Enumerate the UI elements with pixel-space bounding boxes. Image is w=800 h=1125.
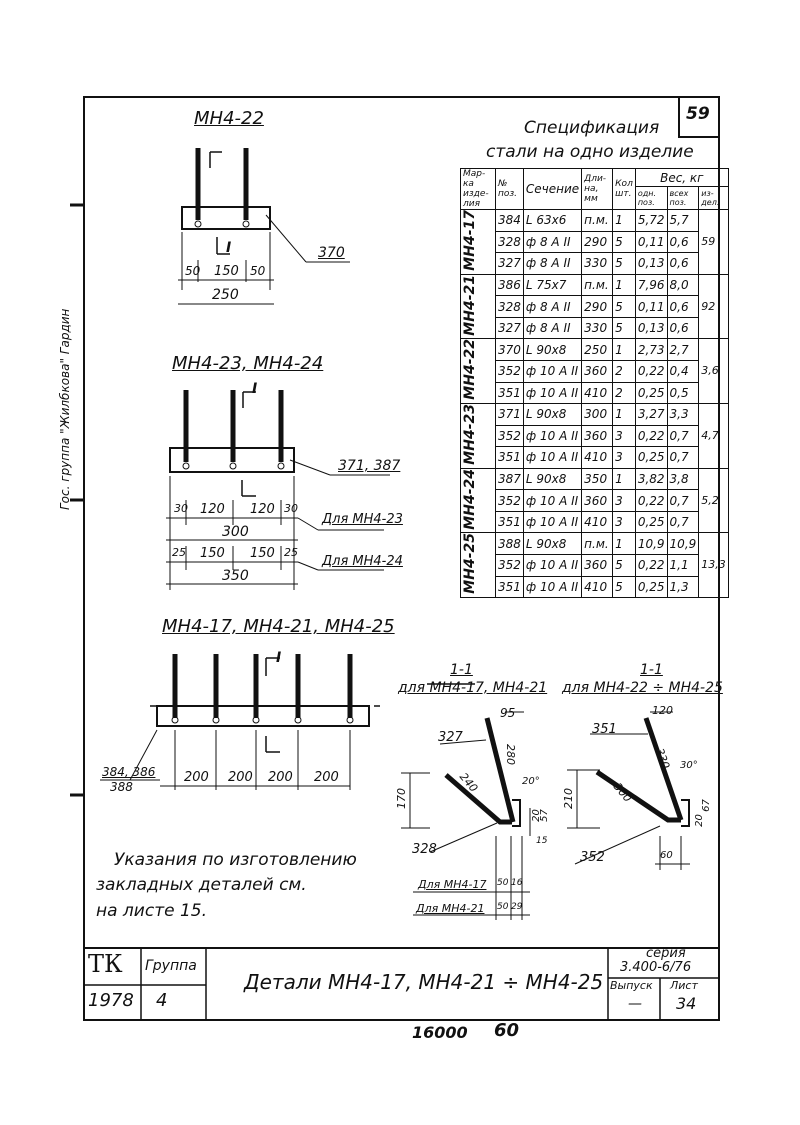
spec-cell-length: п.м. <box>582 274 613 296</box>
dim-17-b: 200 <box>228 770 253 785</box>
spec-cell-w-one: 0,25 <box>635 382 667 404</box>
total-24: 350 <box>222 568 249 584</box>
spec-row <box>461 490 729 512</box>
sec-a-15: 15 <box>536 836 548 846</box>
spec-cell-section: L 90х8 <box>523 339 581 361</box>
spec-cell-length: 290 <box>582 231 613 253</box>
spec-row <box>461 447 729 469</box>
note-line-2: закладных деталей см. <box>96 875 307 895</box>
spec-cell-length: 410 <box>582 511 613 533</box>
spec-cell-section: ф 8 А II <box>523 231 581 253</box>
spec-cell-qty: 3 <box>613 425 636 447</box>
spec-cell-w-all: 0,5 <box>667 382 699 404</box>
dim-23-a: 30 <box>174 502 188 515</box>
spec-mark <box>461 533 496 598</box>
total-23: 300 <box>222 524 249 540</box>
spec-cell-qty: 1 <box>613 533 636 555</box>
spec-cell-length: 360 <box>582 490 613 512</box>
spec-mark <box>461 404 496 469</box>
sec-b-330: 330 <box>652 746 673 771</box>
spec-cell-section: ф 8 А II <box>523 296 581 318</box>
spec-cell-w-one: 0,22 <box>635 425 667 447</box>
spec-cell-qty: 5 <box>613 317 636 339</box>
sec-b-60: 60 <box>660 850 673 861</box>
spec-cell-w-all: 2,7 <box>667 339 699 361</box>
col-pos: № поз. <box>496 169 524 210</box>
spec-item-weight: 3,6 <box>699 339 729 404</box>
pos-label-384-386: 384, 386 <box>102 765 156 779</box>
spec-cell-w-one: 0,25 <box>635 447 667 469</box>
spec-cell-section: L 90х8 <box>523 468 581 490</box>
sec-a-280: 280 <box>504 744 517 765</box>
spec-cell-length: 290 <box>582 296 613 318</box>
spec-cell-qty: 2 <box>613 360 636 382</box>
spec-cell-w-all: 0,4 <box>667 360 699 382</box>
spec-cell-length: 360 <box>582 360 613 382</box>
spec-cell-pos: 327 <box>496 253 524 275</box>
sec-b-angle: 30° <box>680 760 698 771</box>
spec-cell-section: L 63х6 <box>523 210 581 232</box>
title-mn4-22: МН4-22 <box>194 108 264 129</box>
sec-a-w21b: 29 <box>511 902 523 912</box>
spec-cell-qty: 5 <box>613 555 636 577</box>
spec-mark-text: МН4-25 <box>462 533 478 595</box>
spec-cell-pos: 351 <box>496 511 524 533</box>
spec-cell-w-all: 0,6 <box>667 231 699 253</box>
spec-row <box>461 404 729 426</box>
spec-mark <box>461 274 496 339</box>
spec-cell-w-one: 0,11 <box>635 231 667 253</box>
spec-cell-pos: 328 <box>496 231 524 253</box>
sec-b-20: 20 <box>693 814 705 827</box>
title-mn4-23-24: МН4-23, МН4-24 <box>172 353 324 374</box>
spec-cell-qty: 1 <box>613 468 636 490</box>
spec-cell-w-all: 0,6 <box>667 253 699 275</box>
spec-row <box>461 274 729 296</box>
spec-cell-section: ф 8 А II <box>523 253 581 275</box>
spec-cell-w-all: 0,6 <box>667 296 699 318</box>
spec-table <box>460 168 729 598</box>
spec-row <box>461 511 729 533</box>
spec-cell-section: ф 10 А II <box>523 425 581 447</box>
spec-cell-w-one: 10,9 <box>635 533 667 555</box>
spec-item-weight: 5,2 <box>699 468 729 533</box>
spec-cell-w-all: 1,1 <box>667 555 699 577</box>
spec-cell-w-all: 0,7 <box>667 447 699 469</box>
spec-cell-w-one: 0,13 <box>635 317 667 339</box>
spec-cell-section: ф 10 А II <box>523 447 581 469</box>
spec-cell-section: L 90х8 <box>523 533 581 555</box>
spec-cell-section: ф 10 А II <box>523 511 581 533</box>
spec-cell-pos: 351 <box>496 576 524 598</box>
spec-cell-qty: 3 <box>613 511 636 533</box>
stamp-issue-value: — <box>628 996 642 1012</box>
spec-mark-text: МН4-23 <box>462 404 478 465</box>
section-b-num: 1-1 <box>640 662 663 678</box>
spec-cell-section: ф 10 А II <box>523 490 581 512</box>
spec-cell-w-all: 0,7 <box>667 490 699 512</box>
stamp-group-label: Группа <box>145 958 197 974</box>
drawing-mn4-22 <box>178 148 350 304</box>
spec-mark-text: МН4-24 <box>462 468 478 530</box>
spec-cell-w-one: 0,22 <box>635 555 667 577</box>
spec-cell-section: ф 10 А II <box>523 382 581 404</box>
note-line-1: Указания по изготовлению <box>114 850 357 870</box>
spec-cell-w-one: 5,72 <box>635 210 667 232</box>
sec-a-w17b: 16 <box>511 878 523 888</box>
spec-cell-pos: 370 <box>496 339 524 361</box>
spec-cell-pos: 387 <box>496 468 524 490</box>
footer-page: 60 <box>494 1020 520 1041</box>
spec-row <box>461 468 729 490</box>
stamp-sheet-value: 34 <box>676 994 697 1013</box>
spec-cell-w-all: 0,7 <box>667 425 699 447</box>
spec-cell-w-all: 0,7 <box>667 511 699 533</box>
spec-item-weight: 92 <box>699 274 729 339</box>
stamp-series-label: серия <box>646 946 686 961</box>
section-b-subtitle: для МН4-22 ÷ МН4-25 <box>562 680 723 696</box>
spec-cell-w-one: 0,13 <box>635 253 667 275</box>
stamp-title: Детали МН4-17, МН4-21 ÷ МН4-25 <box>244 970 604 994</box>
spec-title: Спецификация <box>524 118 660 138</box>
spec-cell-w-one: 0,25 <box>635 511 667 533</box>
sec-a-170: 170 <box>395 788 408 809</box>
spec-cell-w-one: 3,82 <box>635 468 667 490</box>
spec-row <box>461 382 729 404</box>
spec-cell-section: ф 10 А II <box>523 555 581 577</box>
spec-cell-w-all: 3,3 <box>667 404 699 426</box>
sec-a-pos328: 328 <box>412 842 437 857</box>
dim-23-b: 120 <box>200 502 225 517</box>
spec-row <box>461 576 729 598</box>
col-weight: Вес, кг <box>635 169 728 187</box>
spec-cell-w-all: 10,9 <box>667 533 699 555</box>
spec-item-weight: 59 <box>699 210 729 275</box>
section-a-subtitle: для МН4-17, МН4-21 <box>398 680 548 696</box>
col-w-all: всех поз. <box>667 187 699 210</box>
dim-24-b: 150 <box>200 546 225 561</box>
dim-22-c: 50 <box>250 264 266 278</box>
spec-cell-section: ф 10 А II <box>523 576 581 598</box>
sec-b-pos352: 352 <box>580 850 605 865</box>
spec-mark-text: МН4-17 <box>462 210 478 271</box>
spec-row <box>461 533 729 555</box>
spec-cell-qty: 5 <box>613 296 636 318</box>
sec-a-angle: 20° <box>522 776 540 787</box>
spec-cell-pos: 328 <box>496 296 524 318</box>
spec-cell-pos: 352 <box>496 425 524 447</box>
col-section: Сечение <box>523 169 581 210</box>
sec-b-300: 300 <box>610 780 635 805</box>
spec-cell-pos: 351 <box>496 382 524 404</box>
cut-mark-22: I <box>226 240 232 256</box>
sec-b-120: 120 <box>652 704 673 717</box>
spec-cell-w-one: 2,73 <box>635 339 667 361</box>
spec-item-weight: 13,3 <box>699 533 729 598</box>
spec-cell-length: п.м. <box>582 210 613 232</box>
sec-b-210: 210 <box>562 788 575 809</box>
sec-a-240: 240 <box>456 770 481 795</box>
spec-row <box>461 210 729 232</box>
dim-23-d: 30 <box>284 502 298 515</box>
side-text: Гос. группа "Жилбкова" Гардин <box>58 308 72 510</box>
page-number: 59 <box>686 104 710 124</box>
stamp-issue-label: Выпуск <box>610 979 653 992</box>
spec-row <box>461 360 729 382</box>
spec-cell-length: 410 <box>582 382 613 404</box>
spec-mark <box>461 339 496 404</box>
dim-24-d: 25 <box>284 546 298 559</box>
spec-cell-w-all: 8,0 <box>667 274 699 296</box>
spec-row <box>461 231 729 253</box>
spec-cell-w-all: 0,6 <box>667 317 699 339</box>
total-22: 250 <box>212 287 239 303</box>
cut-mark-17: I <box>276 650 282 666</box>
spec-cell-pos: 388 <box>496 533 524 555</box>
spec-cell-w-one: 0,25 <box>635 576 667 598</box>
stamp-year: 1978 <box>88 990 134 1011</box>
spec-mark-text: МН4-22 <box>462 339 478 401</box>
dim-17-a: 200 <box>184 770 209 785</box>
spec-cell-pos: 327 <box>496 317 524 339</box>
dim-22-b: 150 <box>214 264 239 279</box>
spec-cell-w-one: 0,11 <box>635 296 667 318</box>
spec-cell-qty: 1 <box>613 404 636 426</box>
title-mn4-17-21-25: МН4-17, МН4-21, МН4-25 <box>162 616 395 637</box>
cut-mark-23: I <box>252 381 258 397</box>
col-length: Дли-на, мм <box>582 169 613 210</box>
sec-a-for-21: Для МН4-21 <box>416 902 485 915</box>
spec-mark <box>461 468 496 533</box>
sec-a-w17a: 50 <box>497 878 509 888</box>
spec-cell-length: 410 <box>582 576 613 598</box>
spec-cell-qty: 1 <box>613 339 636 361</box>
dim-24-a: 25 <box>172 546 186 559</box>
spec-mark <box>461 210 496 275</box>
spec-table-wrap <box>460 168 729 598</box>
section-a-num: 1-1 <box>450 662 473 678</box>
sec-a-pos327: 327 <box>438 730 463 745</box>
sec-a-57: 57 <box>538 809 550 822</box>
spec-cell-length: 410 <box>582 447 613 469</box>
sec-a-for-17: Для МН4-17 <box>418 878 487 891</box>
col-mark: Мар-ка изде-лия <box>461 169 496 210</box>
spec-cell-w-one: 3,27 <box>635 404 667 426</box>
spec-cell-length: 350 <box>582 468 613 490</box>
spec-cell-section: ф 8 А II <box>523 317 581 339</box>
spec-cell-qty: 3 <box>613 447 636 469</box>
spec-cell-length: п.м. <box>582 533 613 555</box>
note-line-3: на листе 15. <box>96 901 207 921</box>
spec-subtitle: стали на одно изделие <box>486 142 694 162</box>
spec-cell-section: L 90х8 <box>523 404 581 426</box>
sec-b-pos351: 351 <box>592 722 617 737</box>
spec-row <box>461 253 729 275</box>
spec-cell-pos: 352 <box>496 490 524 512</box>
spec-cell-qty: 1 <box>613 274 636 296</box>
spec-mark-text: МН4-21 <box>462 274 478 336</box>
dim-17-d: 200 <box>314 770 339 785</box>
sec-a-w21a: 50 <box>497 902 509 912</box>
footer-code: 16000 <box>412 1023 468 1042</box>
sec-a-20: 20 <box>530 809 542 822</box>
note-23: Для МН4-23 <box>322 512 403 527</box>
dim-23-c: 120 <box>250 502 275 517</box>
spec-cell-qty: 5 <box>613 576 636 598</box>
spec-cell-length: 250 <box>582 339 613 361</box>
stamp-series-value: 3.400-6/76 <box>620 960 692 975</box>
spec-cell-w-one: 7,96 <box>635 274 667 296</box>
spec-cell-pos: 352 <box>496 360 524 382</box>
spec-cell-w-one: 0,22 <box>635 490 667 512</box>
stamp-group-value: 4 <box>156 990 168 1011</box>
spec-cell-qty: 3 <box>613 490 636 512</box>
pos-label-370: 370 <box>318 245 345 261</box>
col-w-item: из-дел. <box>699 187 729 210</box>
pos-label-371-387: 371, 387 <box>338 458 401 474</box>
spec-cell-pos: 371 <box>496 404 524 426</box>
spec-cell-qty: 2 <box>613 382 636 404</box>
pos-label-388: 388 <box>110 780 133 794</box>
spec-cell-length: 360 <box>582 555 613 577</box>
spec-cell-w-one: 0,22 <box>635 360 667 382</box>
spec-cell-pos: 351 <box>496 447 524 469</box>
spec-cell-length: 300 <box>582 404 613 426</box>
spec-cell-w-all: 1,3 <box>667 576 699 598</box>
spec-row <box>461 339 729 361</box>
col-w-one: одн. поз. <box>635 187 667 210</box>
stamp-org: ТК <box>88 950 123 978</box>
sec-a-95: 95 <box>500 706 516 720</box>
sec-b-67: 67 <box>700 799 712 812</box>
dim-24-c: 150 <box>250 546 275 561</box>
dim-22-a: 50 <box>185 264 201 278</box>
spec-cell-qty: 5 <box>613 253 636 275</box>
spec-cell-length: 330 <box>582 253 613 275</box>
spec-cell-section: ф 10 А II <box>523 360 581 382</box>
stamp-sheet-label: Лист <box>670 979 698 992</box>
spec-cell-pos: 386 <box>496 274 524 296</box>
spec-row <box>461 296 729 318</box>
spec-cell-pos: 352 <box>496 555 524 577</box>
spec-cell-pos: 384 <box>496 210 524 232</box>
spec-cell-section: L 75х7 <box>523 274 581 296</box>
spec-row <box>461 317 729 339</box>
spec-cell-length: 330 <box>582 317 613 339</box>
col-qty: Кол шт. <box>613 169 636 210</box>
spec-row <box>461 555 729 577</box>
spec-cell-qty: 5 <box>613 231 636 253</box>
spec-cell-qty: 1 <box>613 210 636 232</box>
note-24: Для МН4-24 <box>322 554 403 569</box>
spec-cell-w-all: 3,8 <box>667 468 699 490</box>
spec-cell-length: 360 <box>582 425 613 447</box>
spec-item-weight: 4,7 <box>699 404 729 469</box>
dim-17-c: 200 <box>268 770 293 785</box>
spec-cell-w-all: 5,7 <box>667 210 699 232</box>
spec-row <box>461 425 729 447</box>
